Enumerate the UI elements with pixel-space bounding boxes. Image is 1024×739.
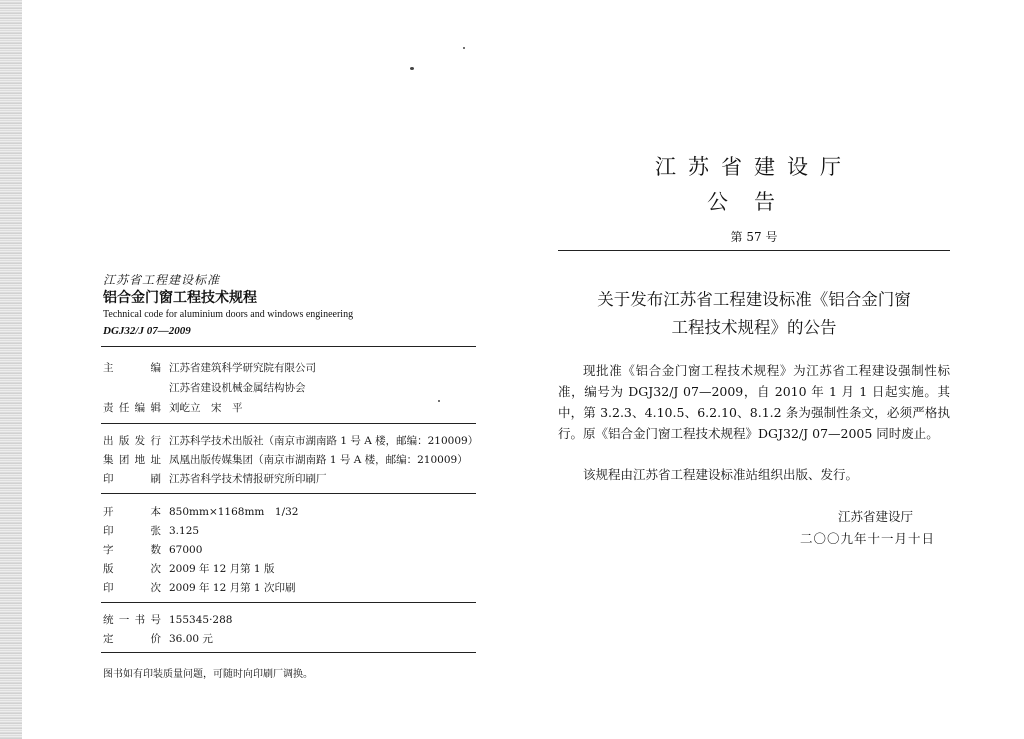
- responsible-editor-row: [103, 400, 243, 415]
- divider: [101, 346, 476, 347]
- book-title: 铝合金门窗工程技术规程: [103, 290, 257, 306]
- format-row: [103, 504, 298, 519]
- issue-date: 二〇〇九年十一月十日: [800, 531, 936, 546]
- price-value: 36.00 元: [169, 633, 213, 645]
- quality-footnote: 图书如有印装质量问题，可随时向印刷厂调换。: [103, 669, 313, 680]
- edition-row: [103, 561, 274, 576]
- book-title-english: Technical code for aluminium doors and windows engineering: [103, 309, 354, 320]
- standard-code: DGJ32/J 07—2009: [103, 325, 191, 337]
- publisher-row: [103, 433, 478, 448]
- printer-value: 江苏省科学技术情报研究所印刷厂: [169, 473, 327, 485]
- publisher-key: 出版发行: [103, 435, 161, 447]
- document-number: 第 57 号: [730, 230, 778, 244]
- printer-key: 印 刷: [103, 473, 161, 485]
- headline-line-1: 关于发布江苏省工程建设标准《铝合金门窗: [597, 290, 911, 309]
- announcement-headline: [558, 286, 950, 342]
- sheets-row: [103, 523, 199, 538]
- editors-row: [103, 360, 316, 394]
- scan-speck: [463, 47, 465, 49]
- scan-speck: [410, 67, 414, 70]
- editors-key: 主 编: [103, 362, 161, 374]
- editors-line2: 江苏省建设机械金属结构协会: [169, 382, 306, 394]
- divider: [101, 493, 476, 494]
- format-key: 开 本: [103, 506, 161, 518]
- announcement-heading: 公告: [707, 190, 801, 214]
- responsible-editor-key: 责任编辑: [103, 402, 161, 414]
- publisher-value: 江苏科学技术出版社（南京市湖南路 1 号 A 楼，邮编：210009）: [169, 435, 479, 447]
- series-name: 江苏省工程建设标准: [103, 273, 221, 287]
- divider: [101, 602, 476, 603]
- heading-rule: [558, 250, 950, 251]
- book-number-value: 155345·288: [169, 614, 233, 626]
- word-count-key: 字 数: [103, 544, 161, 556]
- printing-key: 印 次: [103, 582, 161, 594]
- divider: [101, 423, 476, 424]
- printing-row: [103, 580, 295, 595]
- book-number-row: [103, 612, 232, 627]
- group-address-value: 凤凰出版传媒集团（南京市湖南路 1 号 A 楼，邮编：210009）: [169, 454, 468, 466]
- scan-binding-edge: [0, 0, 22, 739]
- printer-row: [103, 471, 327, 486]
- body-paragraph-1: 现批准《铝合金门窗工程技术规程》为江苏省工程建设强制性标准，编号为 DGJ32/J 07—2009，自 2010 年 1 月 1 日起实施。其中，第 3.2.3、4.10.5、6.2.10、8.1.2 条为强制性条文，必须严格执行。原《铝合金门窗工程技术规程》DGJ32/J 07—2005 同时废止。: [558, 363, 950, 441]
- divider: [101, 652, 476, 653]
- price-key: 定 价: [103, 633, 161, 645]
- price-row: [103, 631, 213, 646]
- book-number-key: 统一书号: [103, 614, 161, 626]
- edition-value: 2009 年 12 月第 1 版: [169, 563, 275, 575]
- group-address-key: 集团地址: [103, 454, 161, 466]
- sheets-value: 3.125: [169, 525, 200, 537]
- printing-value: 2009 年 12 月第 1 次印刷: [169, 582, 296, 594]
- format-value: 850mm×1168mm 1/32: [169, 506, 299, 518]
- signature: 江苏省建设厅: [838, 509, 914, 524]
- scan-speck: [438, 400, 440, 402]
- editors-line1: 江苏省建筑科学研究院有限公司: [169, 362, 316, 374]
- word-count-row: [103, 542, 202, 557]
- responsible-editor-value: 刘屹立 宋 平: [169, 402, 243, 414]
- issuing-office: 江苏省建设厅: [655, 155, 853, 179]
- group-address-row: [103, 452, 468, 467]
- headline-line-2: 工程技术规程》的公告: [671, 318, 837, 337]
- edition-key: 版 次: [103, 563, 161, 575]
- word-count-value: 67000: [169, 544, 203, 556]
- body-paragraph-2: 该规程由江苏省工程建设标准站组织出版、发行。: [583, 467, 859, 482]
- sheets-key: 印 张: [103, 525, 161, 537]
